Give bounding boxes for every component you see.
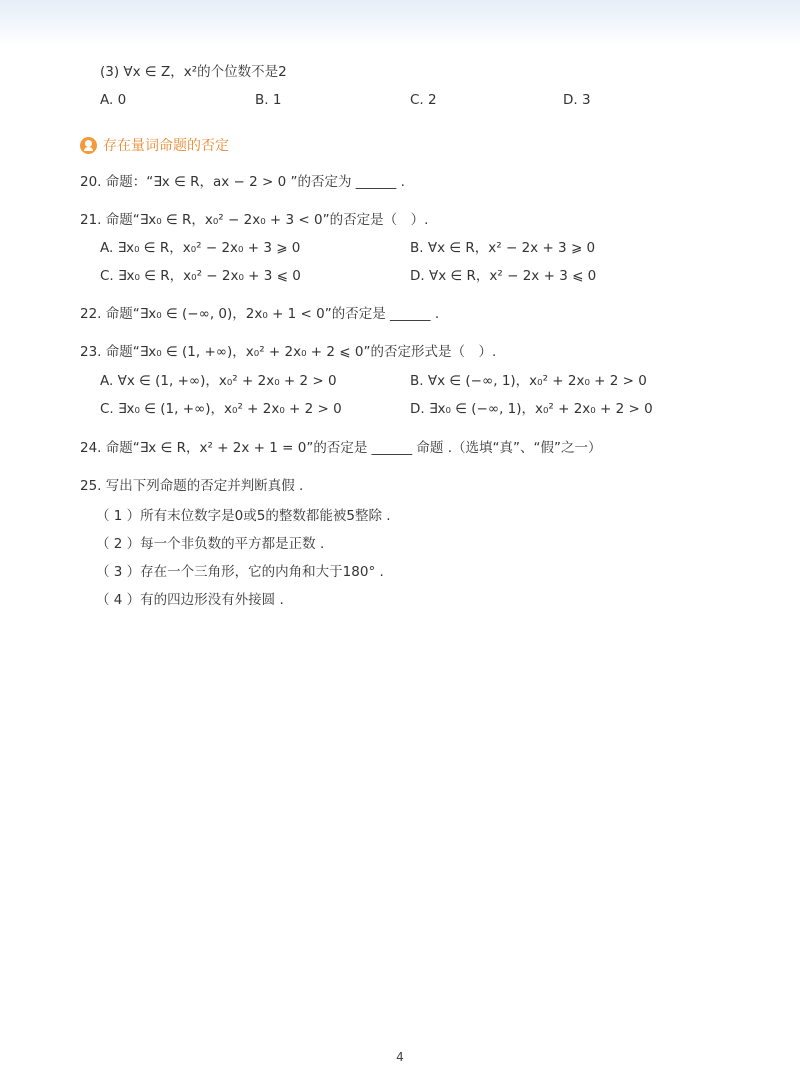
q19-option-d: D. 3 bbox=[563, 92, 591, 108]
question-24: 24. 命题“∃x ∈ R，x² + 2x + 1 = 0”的否定是 ______ 命题 .（选填“真”、“假”之一） bbox=[80, 440, 602, 456]
q19-option-a: A. 0 bbox=[100, 92, 127, 108]
q19-item3: (3) ∀x ∈ Z，x²的个位数不是2 bbox=[100, 64, 287, 80]
q21-option-c: C. ∃x₀ ∈ R，x₀² − 2x₀ + 3 ⩽ 0 bbox=[100, 268, 301, 284]
question-22: 22. 命题“∃x₀ ∈ (−∞, 0)，2x₀ + 1 < 0”的否定是 ______ . bbox=[80, 306, 440, 322]
q23-option-b: B. ∀x ∈ (−∞, 1)，x₀² + 2x₀ + 2 > 0 bbox=[410, 373, 647, 389]
q25-item-1: （ 1 ）所有末位数字是0或5的整数都能被5整除 . bbox=[96, 508, 391, 524]
bulb-icon bbox=[80, 137, 97, 154]
question-25: 25. 写出下列命题的否定并判断真假 . bbox=[80, 478, 304, 494]
q19-option-b: B. 1 bbox=[255, 92, 282, 108]
question-20: 20. 命题：“∃x ∈ R，ax − 2 > 0 ”的否定为 ______ . bbox=[80, 174, 405, 190]
q23-option-c: C. ∃x₀ ∈ (1, +∞)，x₀² + 2x₀ + 2 > 0 bbox=[100, 401, 342, 417]
q25-item-4: （ 4 ）有的四边形没有外接圆 . bbox=[96, 592, 284, 608]
q25-item-3: （ 3 ）存在一个三角形，它的内角和大于180° . bbox=[96, 564, 384, 580]
q23-option-d: D. ∃x₀ ∈ (−∞, 1)，x₀² + 2x₀ + 2 > 0 bbox=[410, 401, 653, 417]
q21-option-a: A. ∃x₀ ∈ R，x₀² − 2x₀ + 3 ⩾ 0 bbox=[100, 240, 301, 256]
question-21: 21. 命题“∃x₀ ∈ R，x₀² − 2x₀ + 3 < 0”的否定是（ ）. bbox=[80, 212, 429, 228]
q21-option-b: B. ∀x ∈ R，x² − 2x + 3 ⩾ 0 bbox=[410, 240, 596, 256]
section-title: 存在量词命题的否定 bbox=[103, 138, 229, 154]
q21-option-d: D. ∀x ∈ R，x² − 2x + 3 ⩽ 0 bbox=[410, 268, 597, 284]
page-number: 4 bbox=[396, 1050, 404, 1064]
section-header bbox=[80, 134, 229, 156]
q25-item-2: （ 2 ）每一个非负数的平方都是正数 . bbox=[96, 536, 325, 552]
question-23: 23. 命题“∃x₀ ∈ (1, +∞)，x₀² + 2x₀ + 2 ⩽ 0”的否定形式是（ ）. bbox=[80, 344, 497, 360]
q19-option-c: C. 2 bbox=[410, 92, 437, 108]
q23-option-a: A. ∀x ∈ (1, +∞)，x₀² + 2x₀ + 2 > 0 bbox=[100, 373, 337, 389]
